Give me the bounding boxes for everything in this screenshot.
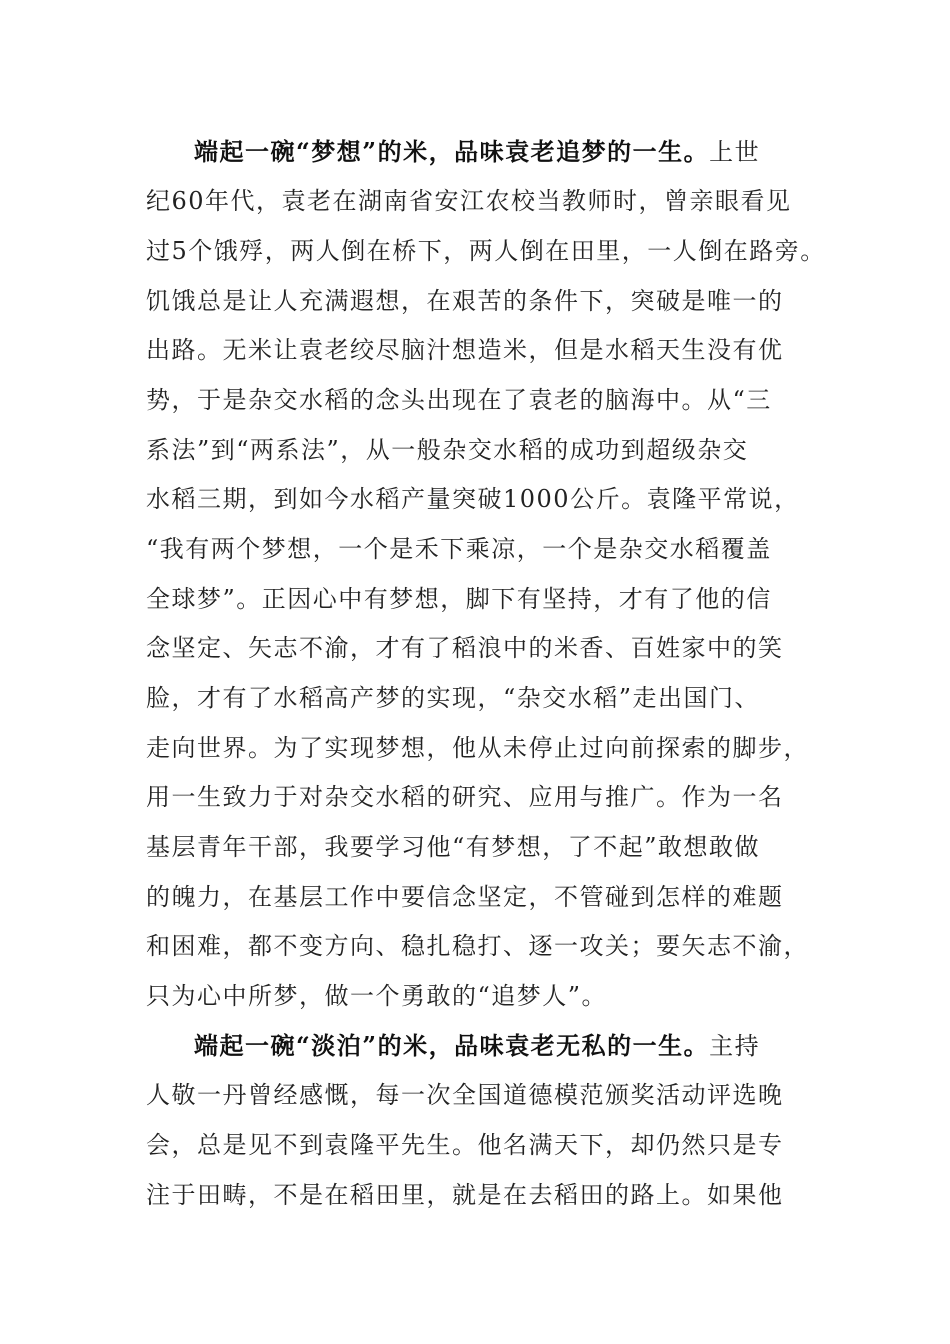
paragraph-1-line-4: 饥饿总是让人充满遐想，在艰苦的条件下，突破是唯一的 [146,287,784,315]
paragraph-1-line-17: 和困难，都不变方向、稳扎稳打、逐一攻关；要矢志不渝， [146,932,809,960]
paragraph-1-line-9: “我有两个梦想，一个是禾下乘凉，一个是杂交水稻覆盖 [146,535,772,563]
paragraph-2-line-4: 注于田畴，不是在稻田里，就是在去稻田的路上。如果他 [146,1181,784,1209]
paragraph-1-line-1 [194,136,760,168]
paragraph-2-line-2: 人敬一丹曾经感慨，每一次全国道德模范颁奖活动评选晚 [146,1081,784,1109]
paragraph-1-line-15: 基层青年干部，我要学习他“有梦想，了不起”敢想敢做 [146,833,761,861]
paragraph-1-line-16: 的魄力，在基层工作中要信念坚定，不管碰到怎样的难题 [146,883,784,911]
paragraph-1-lead: 端起一碗“梦想”的米，品味袁老追梦的一生。 [194,137,710,166]
paragraph-1-line-14: 用一生致力于对杂交水稻的研究、应用与推广。作为一名 [146,783,784,811]
paragraph-1-text: 上世 [709,138,761,166]
paragraph-1-line-8: 水稻三期，到如今水稻产量突破1000公斤。袁隆平常说， [146,485,800,513]
paragraph-1-line-10: 全球梦”。正因心中有梦想，脚下有坚持，才有了他的信 [146,585,772,613]
paragraph-1-line-3: 过5个饿殍，两人倒在桥下，两人倒在田里，一人倒在路旁。 [146,237,826,265]
paragraph-1-line-2: 纪60年代，袁老在湖南省安江农校当教师时，曾亲眼看见 [146,187,792,215]
paragraph-1-line-7: 系法”到“两系法”，从一般杂交水稻的成功到超级杂交 [146,436,749,464]
paragraph-2-lead: 端起一碗“淡泊”的米，品味袁老无私的一生。 [194,1031,710,1060]
paragraph-2-line-1 [194,1030,760,1062]
paragraph-1-line-12: 脸，才有了水稻高产梦的实现，“杂交水稻”走出国门、 [146,684,761,712]
paragraph-1-line-5: 出路。无米让袁老绞尽脑汁想造米，但是水稻天生没有优 [146,336,784,364]
paragraph-1-line-11: 念坚定、矢志不渝，才有了稻浪中的米香、百姓家中的笑 [146,634,784,662]
paragraph-1-line-13: 走向世界。为了实现梦想，他从未停止过向前探索的脚步， [146,734,809,762]
paragraph-2-text: 主持 [709,1032,761,1060]
paragraph-2-line-3: 会，总是见不到袁隆平先生。他名满天下，却仍然只是专 [146,1131,784,1159]
paragraph-1-line-18: 只为心中所梦，做一个勇敢的“追梦人”。 [146,982,608,1010]
paragraph-1-line-6: 势，于是杂交水稻的念头出现在了袁老的脑海中。从“三 [146,386,772,414]
